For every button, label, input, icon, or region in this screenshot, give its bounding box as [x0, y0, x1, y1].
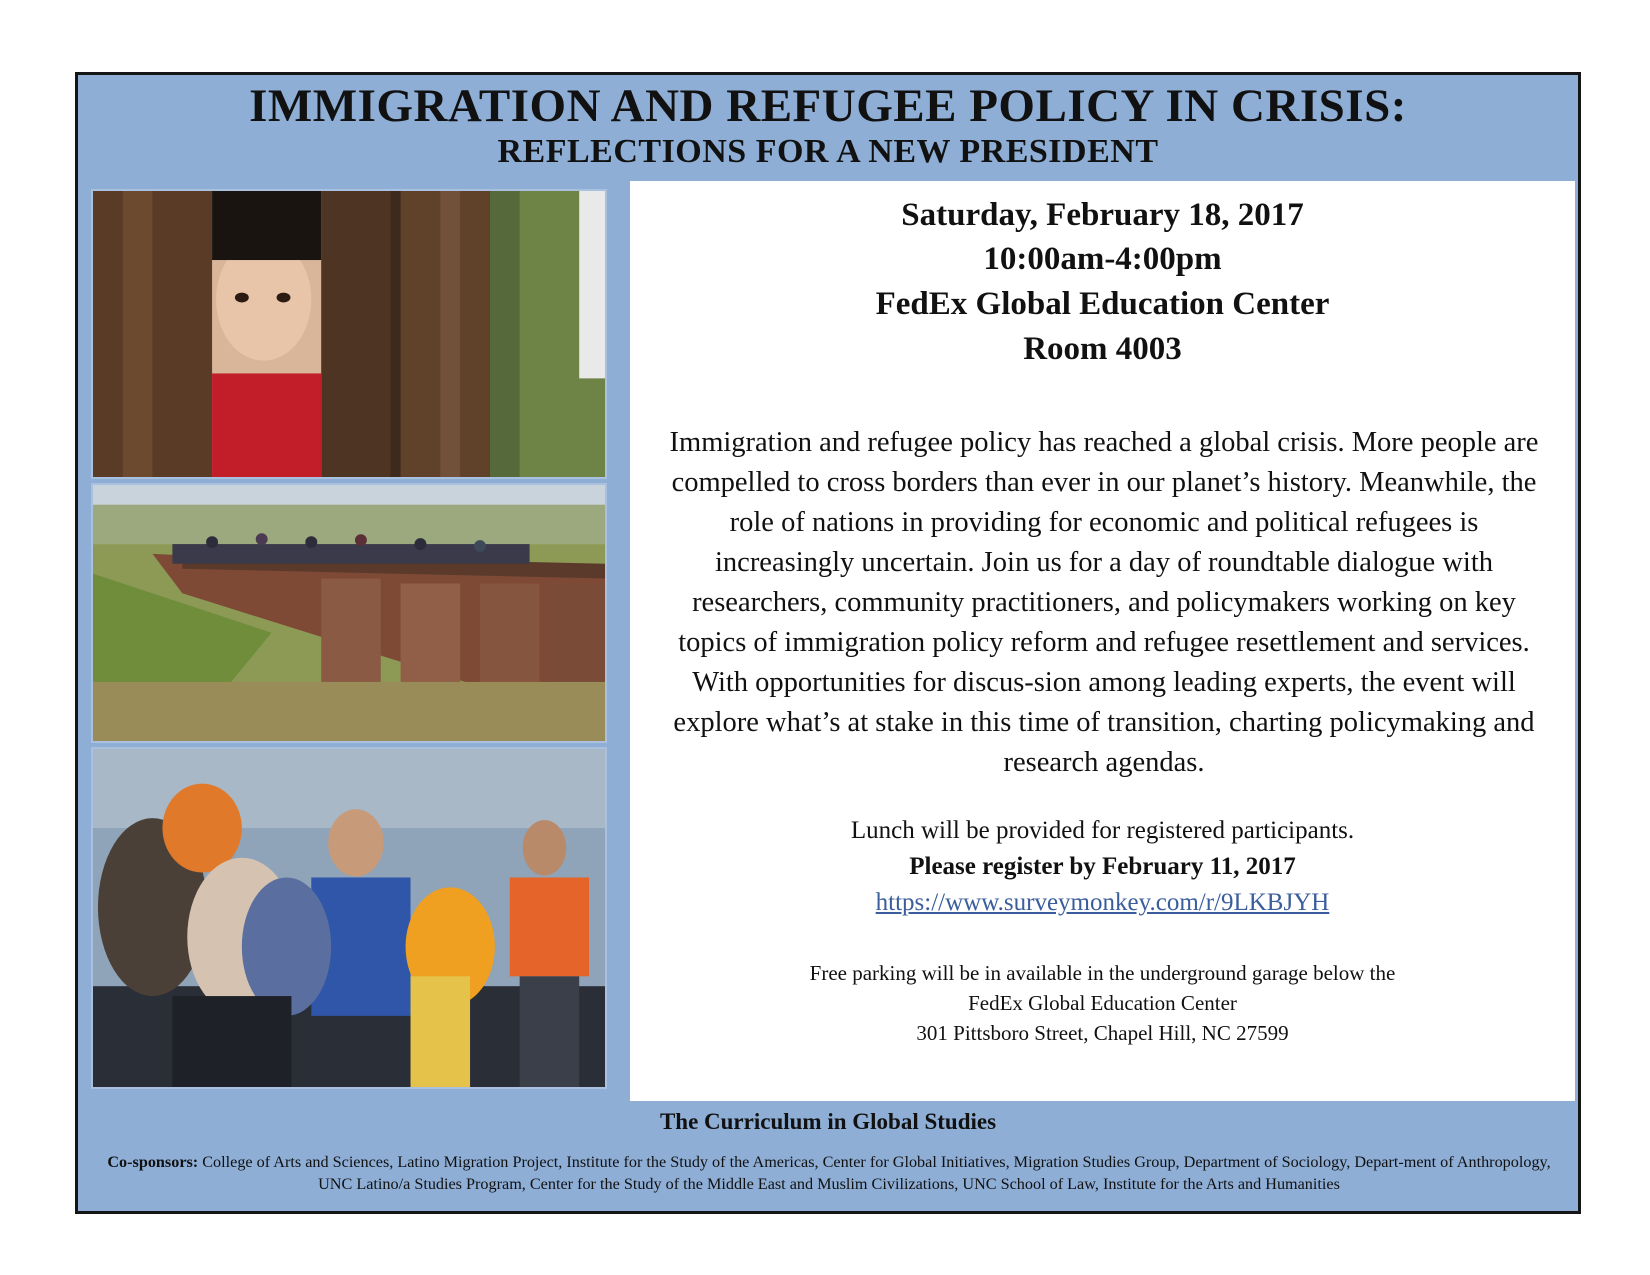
- photo-refugees-landing-by-boat: [91, 747, 607, 1089]
- photo-migrants-on-train: [91, 483, 607, 743]
- flyer-subtitle: REFLECTIONS FOR A NEW PRESIDENT: [497, 133, 1159, 170]
- event-venue: FedEx Global Education Center: [875, 286, 1330, 322]
- flyer-frame: [75, 72, 1581, 1214]
- parking-address: 301 Pittsboro Street, Chapel Hill, NC 27599: [916, 1021, 1289, 1045]
- cosponsors-text: College of Arts and Sciences, Latino Migration Project, Institute for the Study of the Americas, Center for Global Initiatives, Migration Studies Group, Department of Sociology, Depart-ment of Anthropology, UNC Latino/a Studies Program, Center for the Study of the Middle East and Muslim Civilizations, UNC School of Law, Institute for the Arts and Humanities: [198, 1153, 1551, 1193]
- event-details-panel: [630, 181, 1575, 1101]
- parking-note-line-2: FedEx Global Education Center: [968, 991, 1237, 1015]
- photo-child-at-border-fence: [91, 189, 607, 479]
- cosponsors-list: [92, 1151, 1566, 1195]
- event-description: Immigration and refugee policy has reached a global crisis. More people are compelled to cross borders than ever in our planet’s history. Meanwhile, the role of nations in providing for economic and political refugees is increasingly uncertain. Join us for a day of roundtable dialogue with researchers, community practitioners, and policymakers working on key topics of immigration policy reform and refugee resettlement and services. With opportunities for discus-sion among leading experts, the event will explore what’s at stake in this time of transition, charting policymaking and research agendas.: [669, 427, 1539, 778]
- registration-deadline: Please register by February 11, 2017: [909, 853, 1296, 880]
- cosponsors-label: Co-sponsors:: [107, 1153, 199, 1171]
- parking-note-line-1: Free parking will be in available in the underground garage below the: [809, 961, 1396, 985]
- flyer-title: IMMIGRATION AND REFUGEE POLICY IN CRISIS:: [249, 80, 1407, 132]
- lunch-note: Lunch will be provided for registered participants.: [850, 817, 1355, 844]
- event-date: Saturday, February 18, 2017: [901, 197, 1304, 233]
- organizer-name: The Curriculum in Global Studies: [659, 1109, 997, 1134]
- event-room: Room 4003: [1023, 331, 1182, 367]
- event-time: 10:00am-4:00pm: [983, 241, 1222, 277]
- registration-link-wrapper: [630, 889, 1575, 917]
- registration-link[interactable]: https://www.surveymonkey.com/r/9LKBJYH: [875, 889, 1330, 916]
